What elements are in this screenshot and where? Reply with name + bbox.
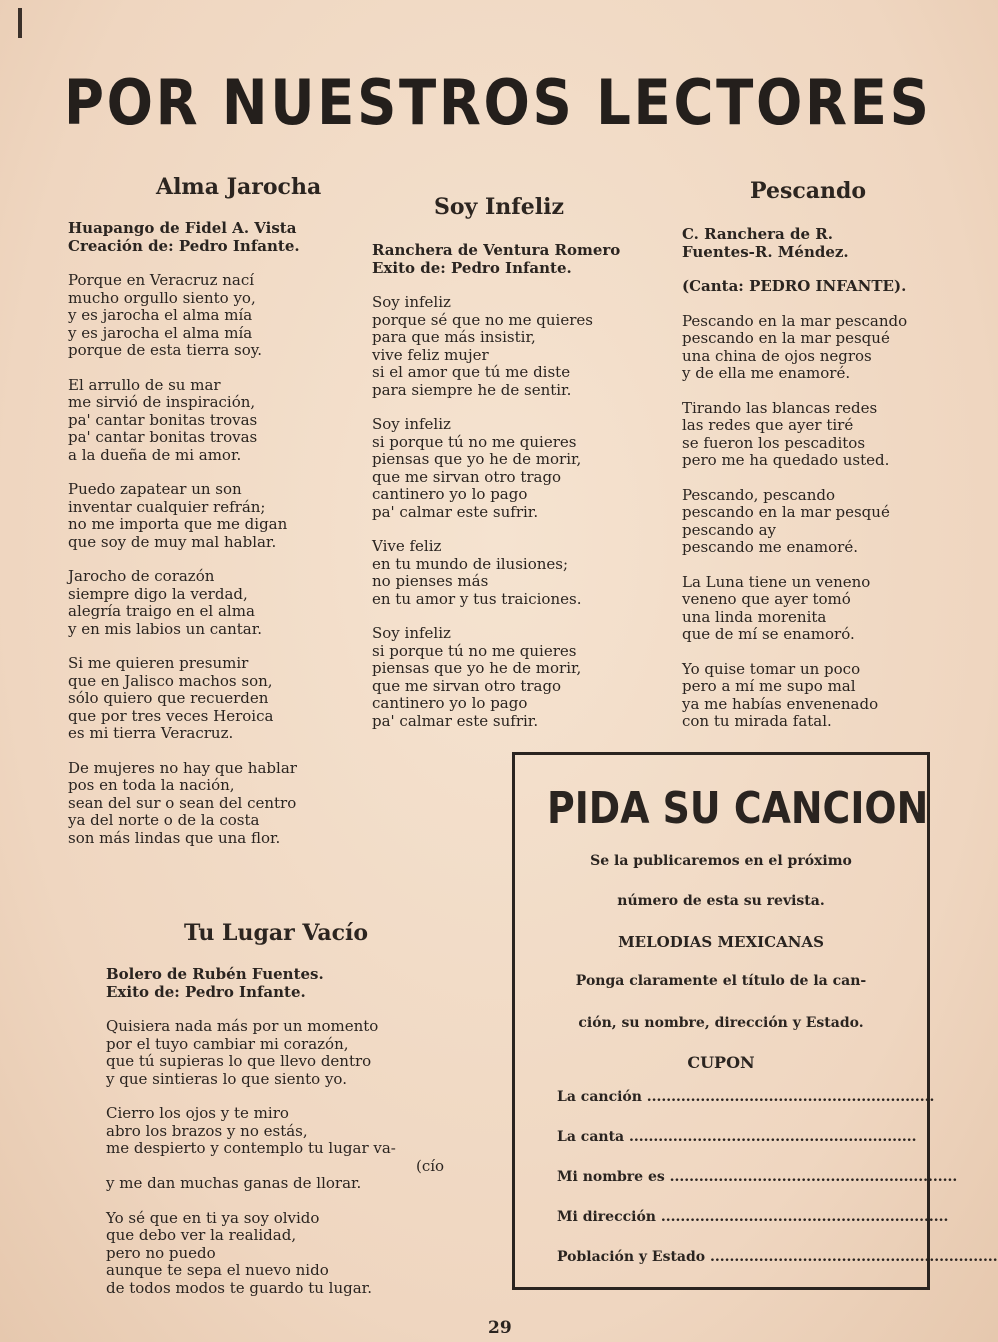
lyric-line: Cierro los ojos y te miro [106,1104,289,1122]
lyric-line: Soy infeliz [372,293,451,311]
stanza [68,760,321,848]
meta-line: Fuentes-R. Méndez. [682,242,849,261]
lyric-line: De mujeres no hay que hablar [68,758,297,777]
lyric-line: a la dueña de mi amor. [68,445,242,464]
lyric-line: Porque en Veracruz nací [68,271,255,289]
lyric-line: para que más insistir, [372,328,536,346]
lyric-line: Si me quieren presumir [68,654,249,672]
lyric-line: (cío [416,1156,445,1175]
lyric-line: vive feliz mujer [372,345,489,364]
lyric-line: Puedo zapatear un son [68,480,242,498]
lyric-line: inventar cualquier refrán; [68,497,266,516]
stanza [106,1105,444,1193]
lyric-line: una china de ojos negros [682,346,872,365]
meta-line: Exito de: Pedro Infante. [372,258,572,277]
lyric-line: Soy infeliz [372,624,451,642]
lyric-line: pa' calmar este sufrir. [372,711,539,730]
coupon-field-singer[interactable]: La canta ........................................................... [557,1129,917,1145]
lyric-line: con tu mirada fatal. [682,712,832,730]
lyric-line: que debo ver la realidad, [106,1226,297,1244]
song-singer: (Canta: PEDRO INFANTE). [682,277,907,295]
song-meta [372,242,620,277]
meta-line: C. Ranchera de R. [682,225,833,243]
coupon-title: PIDA SU CANCION [547,783,929,834]
lyric-line: piensas que yo he de morir, [372,659,582,677]
lyric-line: que en Jalisco machos son, [68,671,273,690]
lyric-line: que por tres veces Heroica [68,706,274,725]
stanza [68,655,321,743]
lyric-line: en tu mundo de ilusiones; [372,554,569,573]
lyric-line: una linda morenita [682,607,827,626]
lyric-line: Yo sé que en ti ya soy olvido [106,1208,320,1227]
stanza [372,538,620,608]
stanza [372,416,620,521]
lyric-line: porque sé que no me quieres [372,310,593,329]
lyric-line: Quisiera nada más por un momento [106,1017,379,1035]
lyric-line: por el tuyo cambiar mi corazón, [106,1034,349,1053]
lyric-line: pa' calmar este sufrir. [372,502,539,521]
stanza [682,661,907,731]
stanza [106,1018,444,1088]
lyric-line: Pescando, pescando [682,485,835,504]
lyric-line: siempre digo la verdad, [68,584,248,603]
lyric-line: pa' cantar bonitas trovas [68,428,258,446]
lyric-line: aunque te sepa el nuevo nido [106,1261,329,1279]
lyric-line: ya del norte o de la costa [68,811,260,829]
lyric-line: y me dan muchas ganas de llorar. [106,1174,362,1192]
lyric-line: pescando en la mar pesqué [682,503,890,521]
stanza [682,400,907,470]
lyric-line: pescando en la mar pesqué [682,329,890,347]
lyric-line: que de mí se enamoró. [682,625,855,643]
coupon-line: Ponga claramente el título de la can- [575,973,867,989]
coupon-field-song[interactable]: La canción ........................................................... [557,1089,935,1105]
coupon-field-name[interactable]: Mi nombre es ........................................................... [557,1169,958,1185]
request-coupon-box [512,752,998,1290]
lyric-line: de todos modos te guardo tu lugar. [106,1278,372,1297]
song-title: Soy Infeliz [434,194,564,220]
lyric-line: abro los brazos y no estás, [106,1121,308,1140]
lyric-line: si el amor que tú me diste [372,363,571,381]
coupon-field-address[interactable]: Mi dirección ........................................................... [557,1209,949,1225]
coupon-line: ción, su nombre, dirección y Estado. [578,1015,864,1031]
lyric-line: sólo quiero que recuerden [68,689,269,707]
stanza [68,568,321,638]
lyric-line: si porque tú no me quieres [372,641,577,660]
lyric-line: La Luna tiene un veneno [682,572,871,591]
field-label: Mi nombre es [557,1169,665,1185]
lyric-line: no pienses más [372,572,489,590]
lyric-line: que me sirvan otro trago [372,467,562,486]
stanza [372,294,620,399]
song-title: Tu Lugar Vacío [184,920,369,946]
meta-line: Huapango de Fidel A. Vista [68,219,297,237]
lyric-line: Vive feliz [372,537,442,555]
page-title: POR NUESTROS LECTORES [64,66,932,139]
lyric-line: es mi tierra Veracruz. [68,724,234,742]
field-label: La canta [557,1129,625,1145]
coupon-heading: CUPON [687,1053,755,1072]
song-title: Alma Jarocha [156,174,322,200]
lyric-line: y es jarocha el alma mía [68,306,253,324]
lyric-line: me despierto y contemplo tu lugar va- [106,1139,396,1157]
song-alma-jarocha [68,174,321,847]
stanza [68,272,321,360]
meta-line: Exito de: Pedro Infante. [106,982,306,1001]
coupon-line: Se la publicaremos en el próximo [590,853,852,869]
lyric-line: Pescando en la mar pescando [682,311,908,330]
lyric-line: alegría traigo en el alma [68,602,255,620]
lyric-line: piensas que yo he de morir, [372,450,582,468]
lyric-line: pescando ay [682,520,776,539]
lyric-line: me sirvió de inspiración, [68,393,256,411]
lyric-line: veneno que ayer tomó [682,590,851,608]
lyric-line: sean del sur o sean del centro [68,793,297,812]
stanza [372,625,620,730]
lyric-line: las redes que ayer tiré [682,416,854,434]
lyric-line: pescando me enamoré. [682,538,859,556]
song-tu-lugar-vacio [106,920,444,1297]
stanza [106,1210,444,1298]
stanza [68,481,321,551]
stanza [682,574,907,644]
lyric-line: pa' cantar bonitas trovas [68,410,258,429]
lyric-line: que tú supieras lo que llevo dentro [106,1052,372,1070]
lyric-line: no me importa que me digan [68,515,288,533]
lyric-line: que soy de muy mal hablar. [68,532,277,551]
coupon-field-town-state[interactable]: Población y Estado ........................................................... [557,1249,998,1265]
stanza [68,377,321,465]
lyric-line: Jarocho de corazón [68,567,215,585]
lyric-line: Tirando las blancas redes [682,398,878,417]
meta-line: Ranchera de Ventura Romero [372,241,621,259]
lyric-line: mucho orgullo siento yo, [68,288,256,307]
lyric-line: y que sintieras lo que siento yo. [106,1069,347,1088]
field-label: Mi dirección [557,1209,656,1225]
lyric-line: El arrullo de su mar [68,375,221,394]
lyric-line: ya me habías envenenado [682,694,879,713]
coupon-line: número de esta su revista. [617,893,825,909]
lyric-line: porque de esta tierra soy. [68,341,263,359]
lyric-line: son más lindas que una flor. [68,828,281,847]
stanza [682,313,907,383]
song-soy-infeliz [372,194,620,730]
coupon-magazine-name: MELODIAS MEXICANAS [618,933,824,951]
field-label: Población y Estado [557,1249,706,1265]
lyric-line: Yo quise tomar un poco [682,659,861,678]
corner-mark [18,8,22,38]
lyric-line: si porque tú no me quieres [372,432,577,451]
lyric-line: pero a mí me supo mal [682,677,856,695]
field-label: La canción [557,1089,642,1105]
song-meta [106,966,444,1001]
page-number: 29 [488,1318,512,1338]
lyric-line: Soy infeliz [372,415,451,433]
song-meta [682,226,907,261]
lyric-line: que me sirvan otro trago [372,676,562,695]
lyric-line: cantinero yo lo pago [372,694,528,712]
lyric-line: se fueron los pescaditos [682,433,866,452]
song-pescando [682,178,907,731]
lyric-line: en tu amor y tus traiciones. [372,589,582,608]
lyric-line: pero no puedo [106,1243,216,1262]
lyric-line: pos en toda la nación, [68,776,235,794]
song-title: Pescando [750,178,867,204]
lyric-line: para siempre he de sentir. [372,380,572,399]
lyric-line: y en mis labios un cantar. [68,619,263,638]
lyric-line: y es jarocha el alma mía [68,323,253,342]
stanza [682,487,907,557]
meta-line: Creación de: Pedro Infante. [68,236,300,255]
lyric-line: pero me ha quedado usted. [682,451,890,469]
lyric-line: cantinero yo lo pago [372,485,528,503]
song-meta [68,220,321,255]
meta-line: Bolero de Rubén Fuentes. [106,965,324,983]
lyric-line: y de ella me enamoré. [682,364,851,382]
